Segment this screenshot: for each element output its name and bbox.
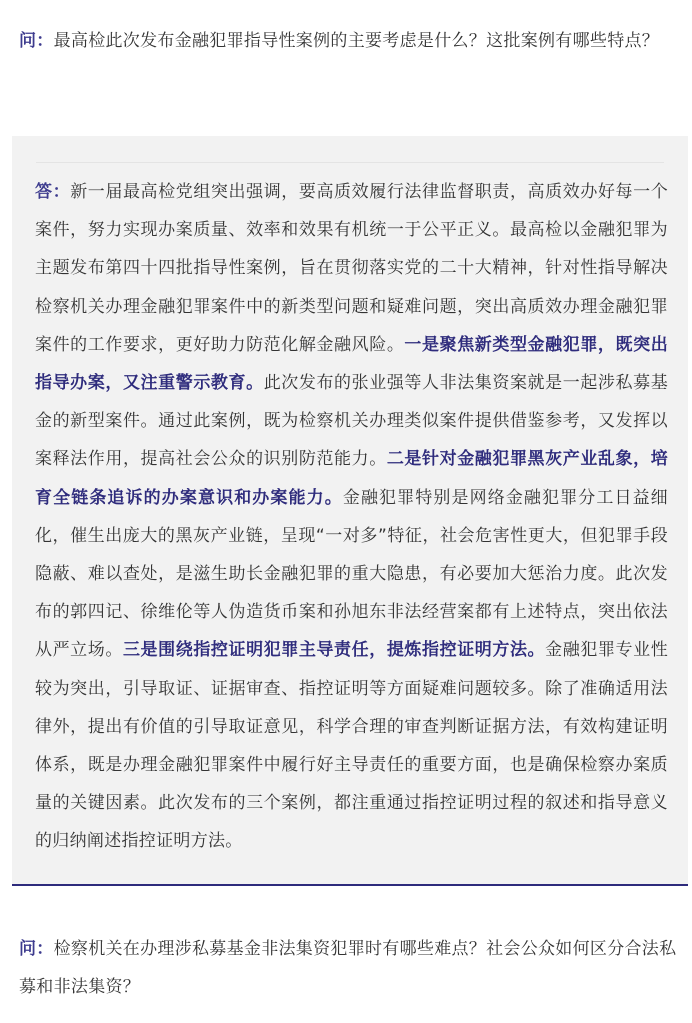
answer-intro: 新一届最高检党组突出强调，要高质效履行法律监督职责，高质效办好每一个案件，努力实现办案质量、效率和效果有机统一于公平正义。最高检以金融犯罪为主题发布第四十四批指导性案例，旨在贯彻落实党的二十大精神，针对性指导解决检察机关办理金融犯罪案件中的新类型问题和疑难问题，突出高质效办理金融犯罪案件的工作要求，更好助力防范化解金融风险。	[35, 182, 668, 355]
point-3-title: 三是围绕指控证明犯罪主导责任，提炼指控证明方法。	[122, 640, 546, 661]
point-2-text: 金融犯罪特别是网络金融犯罪分工日益细化，催生出庞大的黑灰产业链，呈现“一对多”特征，社会危害性更大，但犯罪手段隐蔽、难以查处，是滋生助长金融犯罪的重大隐患，有必要加大惩治力度。此次发布的郭四记、徐维伦等人伪造货币案和孙旭东非法经营案都有上述特点，突出依法从严立场。	[35, 487, 668, 661]
point-2-title: 二是针对金融犯罪黑灰产业乱象，培育全链条追诉的办案意识和办案能力。	[35, 449, 668, 508]
answer-panel	[12, 136, 688, 886]
question-2-paragraph	[19, 930, 678, 1006]
point-1-title: 一是聚焦新类型金融犯罪，既突出指导办案，又注重警示教育。	[35, 334, 668, 394]
question-2	[0, 930, 692, 1006]
question-2-text: 检察机关在办理涉私募基金非法集资犯罪时有哪些难点？社会公众如何区分合法私募和非法集资？	[19, 939, 677, 997]
question-1-text: 最高检此次发布金融犯罪指导性案例的主要考虑是什么？这批案例有哪些特点？	[53, 31, 660, 51]
point-3-text: 金融犯罪专业性较为突出，引导取证、证据审查、指控证明等方面疑难问题较多。除了准确适用法律外，提出有价值的引导取证意见，科学合理的审查判断证据方法，有效构建证明体系，既是办理金融犯罪案件中履行好主导责任的重要方面，也是确保检察办案质量的关键因素。此次发布的三个案例，都注重通过指控证明过程的叙述和指导意义的归纳阐述指控证明方法。	[35, 640, 669, 852]
point-1-text: 此次发布的张业强等人非法集资案就是一起涉私募基金的新型案件。通过此案例，既为检察机关办理类似案件提供借鉴参考，又发挥以案释法作用，提高社会公众的识别防范能力。	[35, 373, 668, 470]
answer-divider	[36, 162, 664, 163]
question-1	[0, 0, 692, 98]
answer-paragraph	[35, 173, 668, 861]
answer-label: 答：	[35, 182, 71, 202]
question-label: 问：	[19, 31, 54, 51]
question-1-paragraph	[19, 22, 678, 60]
question-label: 问：	[19, 939, 54, 959]
